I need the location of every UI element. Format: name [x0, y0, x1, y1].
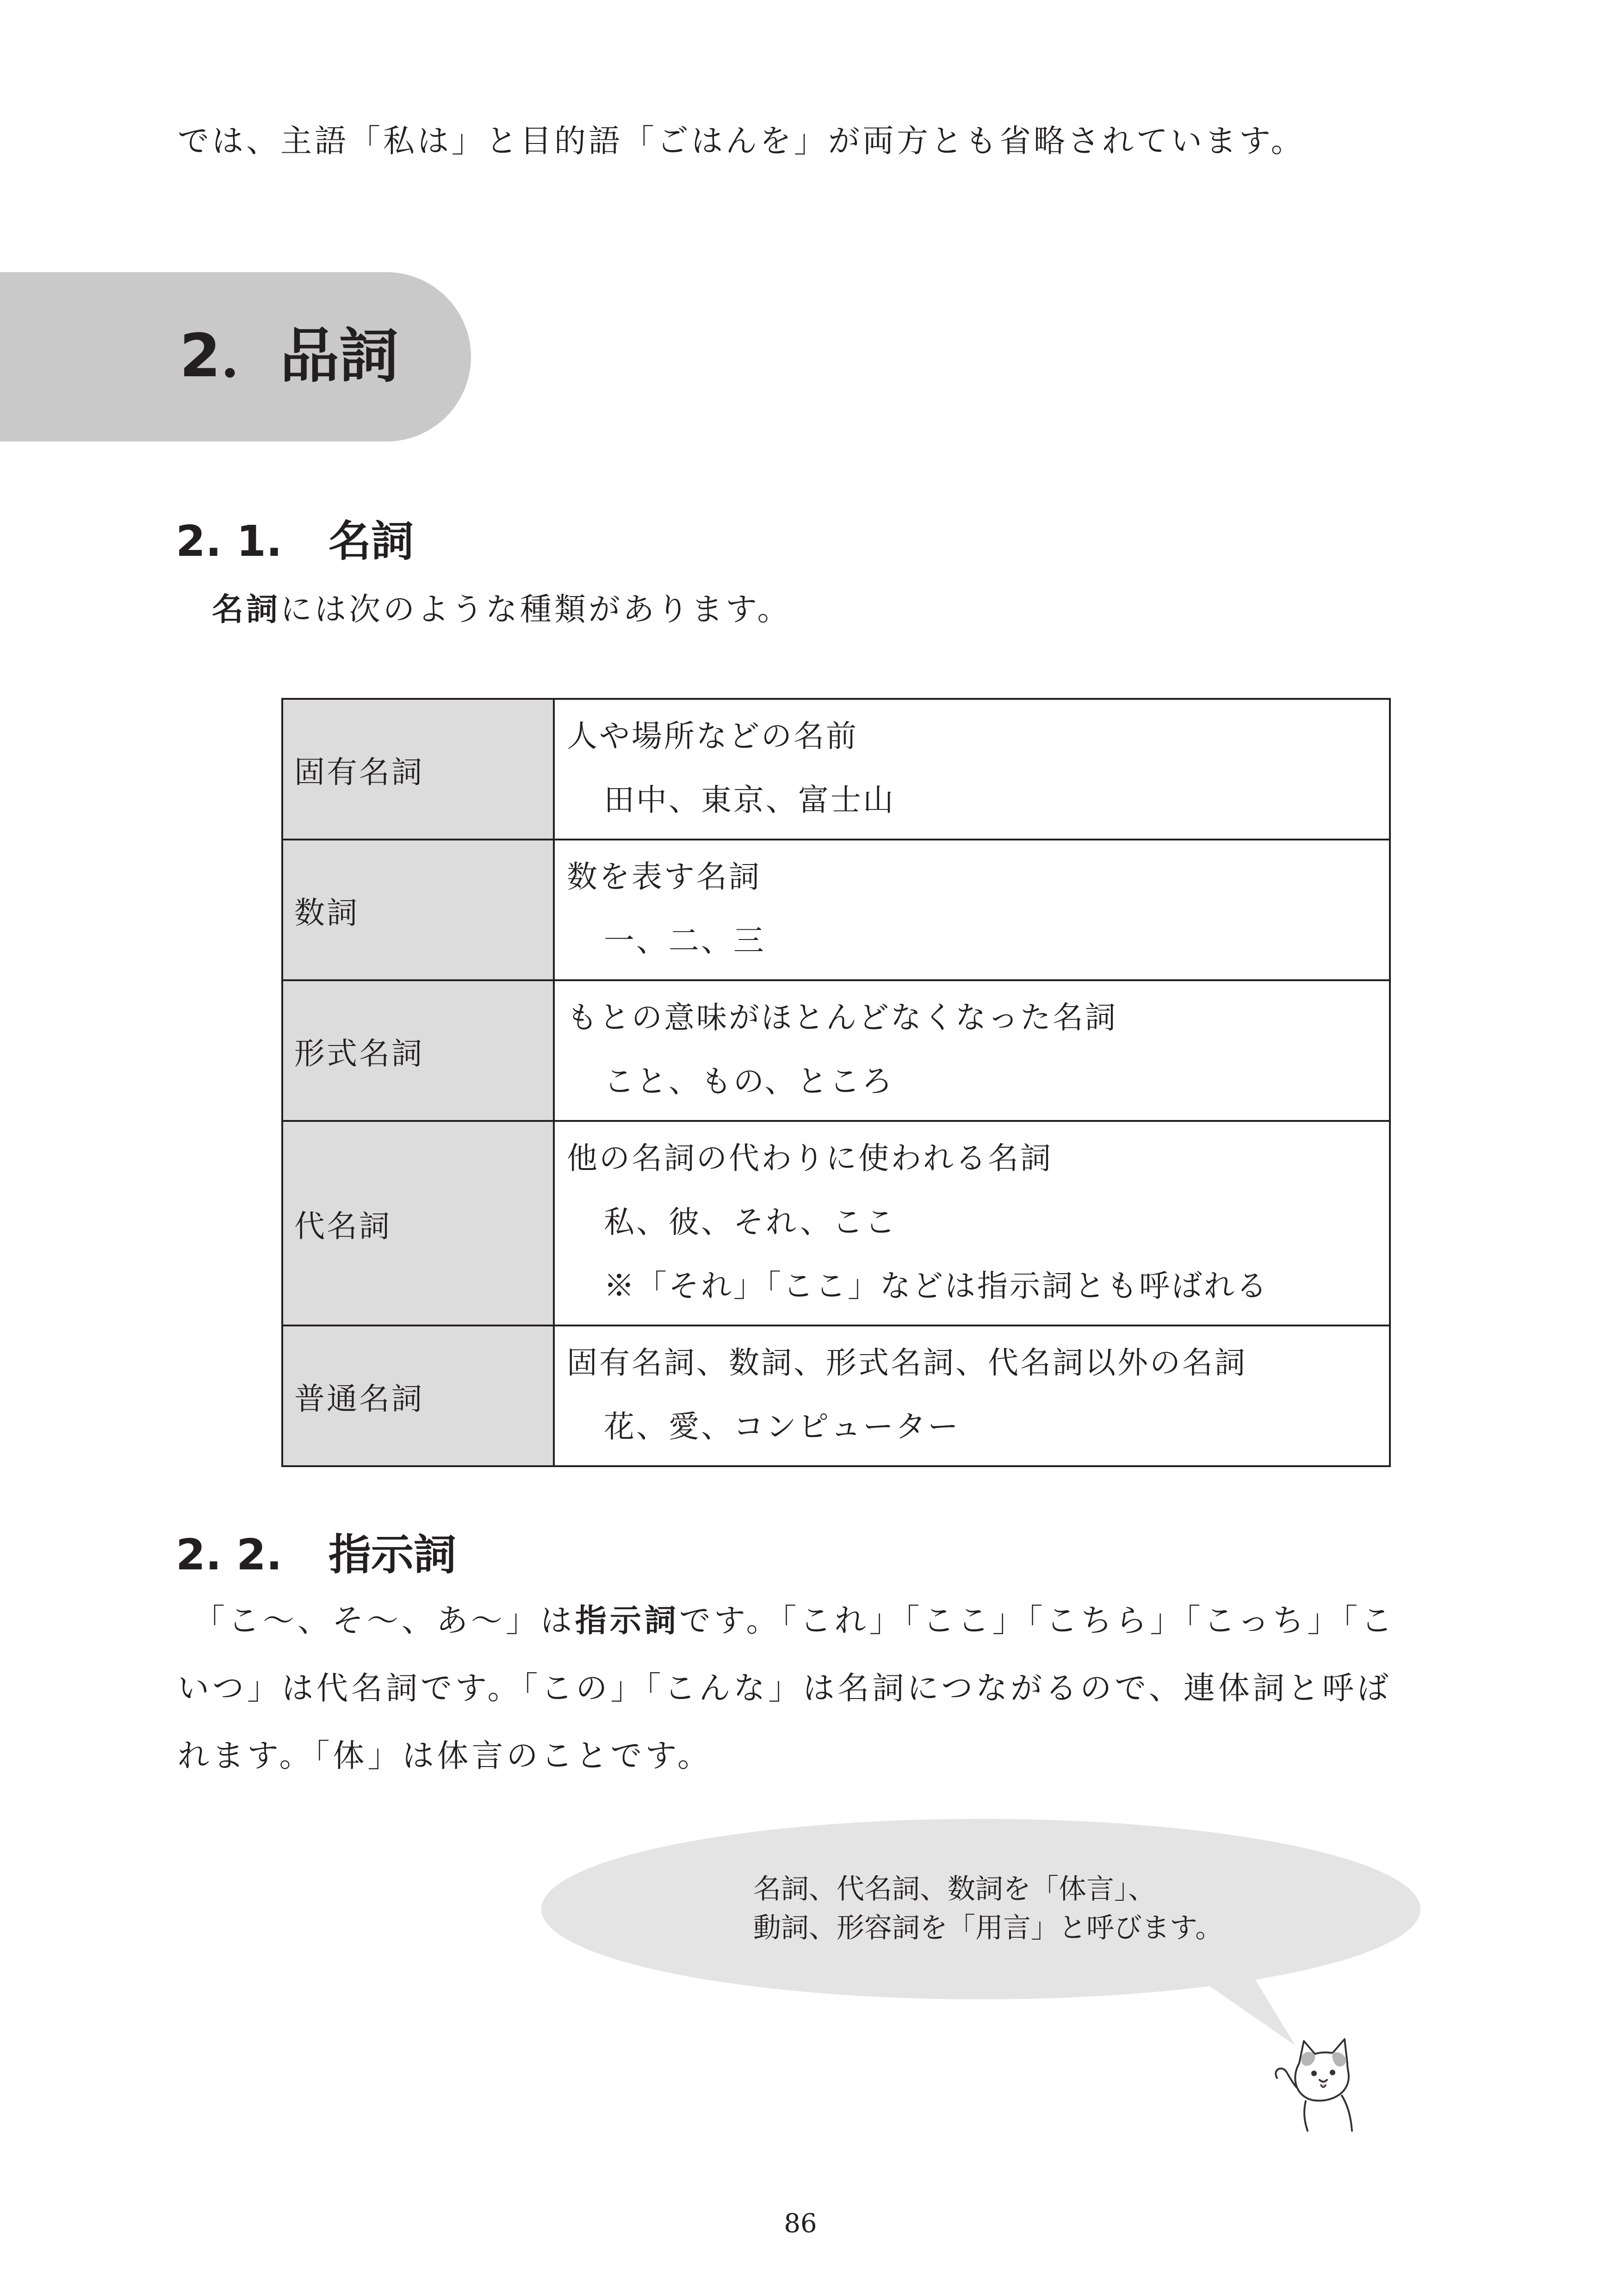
noun-type-description — [554, 980, 1390, 1121]
paragraph-text: です。「これ」「ここ」「こちら」「こっち」「こ — [679, 1603, 1396, 1639]
cat-illustration-icon — [1263, 2027, 1374, 2134]
section-title: 2．品詞 — [180, 322, 399, 391]
table-row — [282, 699, 1390, 840]
noun-type-term: 代名詞 — [282, 1121, 554, 1325]
description-line: 固有名詞、数詞、形式名詞、代名詞以外の名詞 — [567, 1345, 1247, 1381]
speech-bubble-text — [753, 1870, 1223, 1948]
description-line: 他の名詞の代わりに使われる名詞 — [567, 1140, 1053, 1176]
description-line: 人や場所などの名前 — [567, 718, 858, 754]
noun-types-table — [281, 698, 1391, 1467]
bubble-line: 名詞、代名詞、数詞を「体言」、 — [753, 1873, 1156, 1905]
intro-text: では、主語「私は」と目的語「ごはんを」が両方とも省略されています。 — [178, 123, 1305, 160]
table-row — [282, 980, 1390, 1121]
table-row — [282, 840, 1390, 980]
noun-type-term: 数詞 — [282, 840, 554, 980]
description-line: もとの意味がほとんどなくなった名詞 — [567, 1000, 1117, 1035]
subsection-title: 指示詞 — [329, 1530, 457, 1580]
paragraph-line: いつ」は代名詞です。「この」「こんな」は名詞につながるので、連体詞と呼ば — [178, 1670, 1392, 1707]
lead-rest: には次のような種類があります。 — [280, 591, 792, 628]
noun-type-description — [554, 1121, 1390, 1325]
paragraph-line — [178, 1587, 1418, 1655]
example-line: 花、愛、コンピューター — [604, 1409, 960, 1444]
bold-term: 指示詞 — [575, 1603, 680, 1639]
description-line: 数を表す名詞 — [567, 859, 761, 895]
page-number: 86 — [784, 2209, 817, 2239]
bubble-line: 動詞、形容詞を「用言」と呼びます。 — [753, 1912, 1223, 1944]
demonstratives-paragraph — [178, 1587, 1418, 1790]
noun-type-description — [554, 840, 1390, 980]
noun-type-term: 普通名詞 — [282, 1325, 554, 1466]
noun-type-term: 形式名詞 — [282, 980, 554, 1121]
subsection-number: 2. 1. — [176, 516, 282, 566]
example-line: 田中、東京、富士山 — [604, 782, 895, 818]
subsection-number: 2. 2. — [176, 1530, 282, 1580]
example-line: 一、二、三 — [604, 923, 766, 958]
table-row — [282, 1325, 1390, 1466]
subsection-title: 名詞 — [329, 516, 414, 566]
paragraph-text: 「こ～、そ～、あ～」は — [193, 1603, 576, 1639]
lead-bold-term: 名詞 — [212, 591, 281, 628]
subsection-heading-nouns — [176, 514, 414, 569]
example-line: 私、彼、それ、ここ — [604, 1204, 897, 1240]
noun-type-description — [554, 699, 1390, 840]
subsection-heading-demonstratives — [176, 1527, 456, 1583]
noun-type-term: 固有名詞 — [282, 699, 554, 840]
noun-type-description — [554, 1325, 1390, 1466]
note-line: ※「それ」「ここ」などは指示詞とも呼ばれる — [604, 1268, 1269, 1304]
table-row — [282, 1121, 1390, 1325]
example-line: こと、もの、ところ — [604, 1064, 894, 1099]
paragraph-line: れます。「体」は体言のことです。 — [178, 1738, 713, 1774]
nouns-lead-text — [212, 588, 792, 632]
